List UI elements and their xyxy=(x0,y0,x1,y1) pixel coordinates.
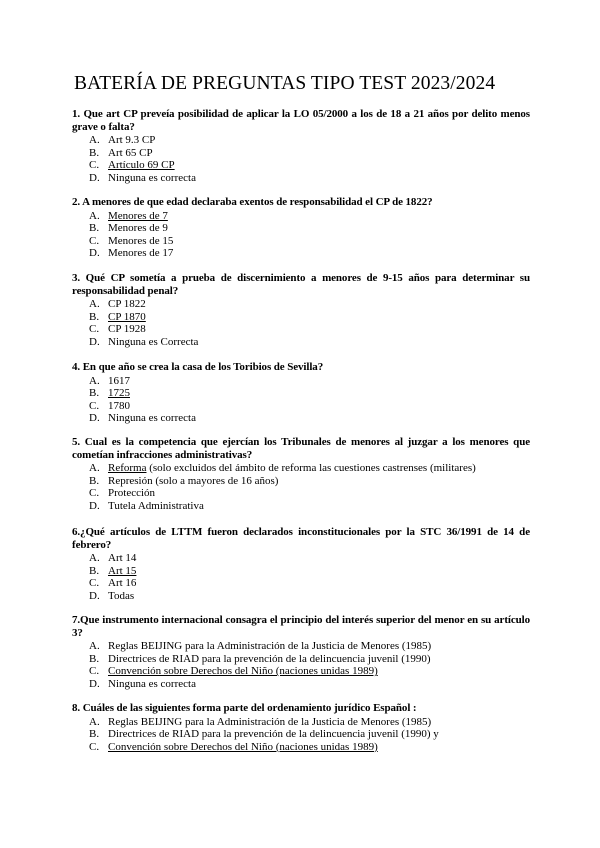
option-a: A. CP 1822 xyxy=(89,298,146,310)
option-c: C. Menores de 15 xyxy=(89,234,174,247)
answer-options xyxy=(72,134,530,184)
question-text: 1. Que art CP preveía posibilidad de aplicar la LO 05/2000 a los de 18 a 21 años por delito menos grave o falta? xyxy=(72,108,530,133)
option-b: B. CP 1870 xyxy=(89,310,146,323)
correct-answer: CP 1870 xyxy=(108,310,146,323)
option-b: B. Directrices de RIAD para la prevención de la delincuencia juvenil (1990) y xyxy=(89,728,439,741)
answer-options xyxy=(72,375,530,425)
question-text: 6.¿Qué artículos de LTTM fueron declarados inconstitucionales por la STC 36/1991 de 14 de febrero? xyxy=(72,526,530,551)
option-d: D. Ninguna es correcta xyxy=(89,171,196,184)
option-a: A. Art 14 xyxy=(89,552,137,564)
option-c: C. CP 1928 xyxy=(89,323,146,336)
option-c: C. Convención sobre Derechos del Niño (naciones unidas 1989) xyxy=(89,665,378,678)
correct-answer: 1725 xyxy=(108,387,130,400)
option-c: C. Protección xyxy=(89,487,156,500)
question-8 xyxy=(72,702,530,753)
option-c: C. 1780 xyxy=(89,399,130,412)
option-b: B. Art 15 xyxy=(89,564,137,577)
answer-options xyxy=(72,462,530,512)
correct-answer: Artículo 69 CP xyxy=(108,159,175,172)
option-a: A. Art 9.3 CP xyxy=(89,134,156,146)
option-d: D. Tutela Administrativa xyxy=(89,499,204,512)
option-a: A. Menores de 7 xyxy=(89,209,168,222)
answer-options xyxy=(72,552,530,602)
option-d: D. Menores de 17 xyxy=(89,247,174,260)
correct-answer: Art 15 xyxy=(108,564,137,577)
option-b: B. Art 65 CP xyxy=(89,146,153,159)
answer-options xyxy=(72,716,530,754)
option-a: A. 1617 xyxy=(89,374,130,387)
correct-answer: Convención sobre Derechos del Niño (naciones unidas 1989) xyxy=(108,665,378,678)
question-6 xyxy=(72,526,530,602)
option-c: C. Convención sobre Derechos del Niño (naciones unidas 1989) xyxy=(89,740,378,753)
question-1 xyxy=(72,108,530,184)
page-title: BATERÍA DE PREGUNTAS TIPO TEST 2023/2024 xyxy=(74,73,496,94)
question-text: 2. A menores de que edad declaraba exentos de responsabilidad el CP de 1822? xyxy=(72,196,433,208)
question-text: 8. Cuáles de las siguientes forma parte del ordenamiento jurídico Español : xyxy=(72,702,417,714)
question-3 xyxy=(72,272,530,348)
option-a: A. Reglas BEIJING para la Administración de la Justicia de Menores (1985) xyxy=(89,640,432,652)
correct-answer: Menores de 7 xyxy=(108,209,168,222)
option-c: C. Art 16 xyxy=(89,577,137,590)
answer-options xyxy=(72,210,530,260)
option-b: B. Directrices de RIAD para la prevención de la delincuencia juvenil (1990) xyxy=(89,652,431,665)
option-d: D. Ninguna es Correcta xyxy=(89,335,199,348)
correct-answer: Convención sobre Derechos del Niño (naciones unidas 1989) xyxy=(108,740,378,753)
question-text: 4. En que año se crea la casa de los Toribios de Sevilla? xyxy=(72,361,324,373)
option-b: B. Menores de 9 xyxy=(89,222,168,235)
option-a: A. Reglas BEIJING para la Administración de la Justicia de Menores (1985) xyxy=(89,715,432,728)
option-d: D. Ninguna es correcta xyxy=(89,677,196,690)
option-a: A. Reforma (solo excluidos del ámbito de reforma las cuestiones castrenses (militares) xyxy=(89,462,476,474)
option-b: B. 1725 xyxy=(89,387,130,400)
option-d: D. Todas xyxy=(89,589,135,602)
option-b: B. Represión (solo a mayores de 16 años) xyxy=(89,474,279,487)
question-4 xyxy=(72,361,530,425)
question-2 xyxy=(72,196,530,260)
correct-answer: Reforma xyxy=(108,462,147,474)
question-text: 3. Qué CP sometía a prueba de discernimiento a menores de 9-15 años para determinar su responsabilidad penal? xyxy=(72,272,530,297)
question-text: 7.Que instrumento internacional consagra el principio del interés superior del menor en su artículo 3? xyxy=(72,614,530,639)
question-5 xyxy=(72,436,530,512)
answer-options xyxy=(72,298,530,348)
option-d: D. Ninguna es correcta xyxy=(89,412,196,425)
answer-options xyxy=(72,640,530,690)
question-7 xyxy=(72,614,530,690)
question-text: 5. Cual es la competencia que ejercían los Tribunales de menores al juzgar a los menores que cometían infracciones administrativas? xyxy=(72,436,530,461)
option-c: C. Artículo 69 CP xyxy=(89,159,175,172)
